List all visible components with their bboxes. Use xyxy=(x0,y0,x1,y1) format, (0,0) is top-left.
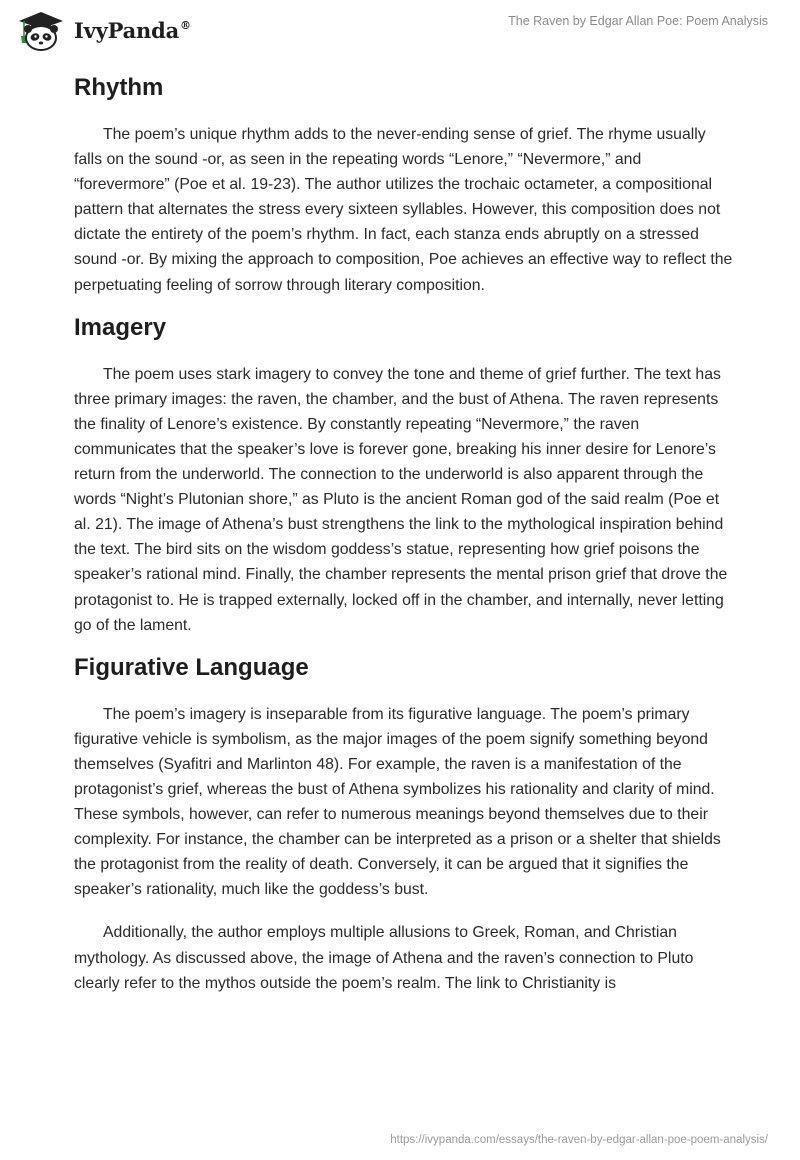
paragraph: The poem uses stark imagery to convey the tone and theme of grief further. The text has three primary images: the raven, the chamber, and the bust of Athena. The raven represents the finality of Lenore’s existence. By constantly repeating “Nevermore,” the raven communicates that the speaker’s love is forever gone, breaking his inner desire for Lenore’s return from the underworld. The connection to the underworld is also apparent through the words “Night’s Plutonian shore,” as Pluto is the ancient Roman god of the said realm (Poe et al. 21). The image of Athena’s bust strengthens the link to the mythological inspiration behind the text. The bird sits on the wisdom goddess’s statue, representing how grief poisons the speaker’s rational mind. Finally, the chamber represents the mental prison grief that drove the protagonist to. He is trapped externally, locked off in the chamber, and internally, never letting go of the lament. xyxy=(74,365,728,634)
section-heading: Figurative Language xyxy=(74,653,309,681)
section-heading: Rhythm xyxy=(74,74,164,101)
paragraph: Additionally, the author employs multiple allusions to Greek, Roman, and Christian mythology. As discussed above, the image of Athena and the raven’s connection to Pluto clearly refer to the mythos outside the poem’s realm. The link to Christianity is xyxy=(74,924,694,992)
page-header xyxy=(0,0,800,64)
document-title: The Raven by Edgar Allan Poe: Poem Analysis xyxy=(508,14,768,28)
panda-logo-icon xyxy=(14,8,68,52)
brand-logo[interactable] xyxy=(14,8,191,52)
footer-source-url[interactable]: https://ivypanda.com/essays/the-raven-by-edgar-allan-poe-poem-analysis/ xyxy=(390,1134,768,1146)
article-body xyxy=(74,70,734,1008)
section-rhythm xyxy=(74,70,734,298)
brand-name: IvyPanda® xyxy=(74,17,191,43)
registered-mark: ® xyxy=(180,18,191,32)
paragraph: The poem’s unique rhythm adds to the never-ending sense of grief. The rhyme usually falls on the sound -or, as seen in the repeating words “Lenore,” “Nevermore,” and “forevermore” (Poe et al. 19-23). The author utilizes the trochaic octameter, a compositional pattern that alternates the stress every sixteen syllables. However, this composition does not dictate the entirety of the poem’s rhythm. In fact, each stanza ends abruptly on a stressed sound -or. By mixing the approach to composition, Poe achieves an effective way to reflect the perpetuating feeling of sorrow through literary composition. xyxy=(74,126,733,294)
section-figurative-language xyxy=(74,650,734,996)
section-imagery xyxy=(74,310,734,638)
section-heading: Imagery xyxy=(74,313,167,341)
paragraph: The poem’s imagery is inseparable from its figurative language. The poem’s primary figurative vehicle is symbolism, as the major images of the poem signify something beyond themselves (Syafitri and Marlinton 48). For example, the raven is a manifestation of the protagonist’s grief, whereas the bust of Athena symbolizes his rationality and clarity of mind. These symbols, however, can refer to numerous meanings beyond themselves due to their complexity. For instance, the chamber can be interpreted as a prison or a shelter that shields the protagonist from the reality of death. Conversely, it can be argued that it signifies the speaker’s rationality, much like the goddess’s bust. xyxy=(74,705,721,899)
